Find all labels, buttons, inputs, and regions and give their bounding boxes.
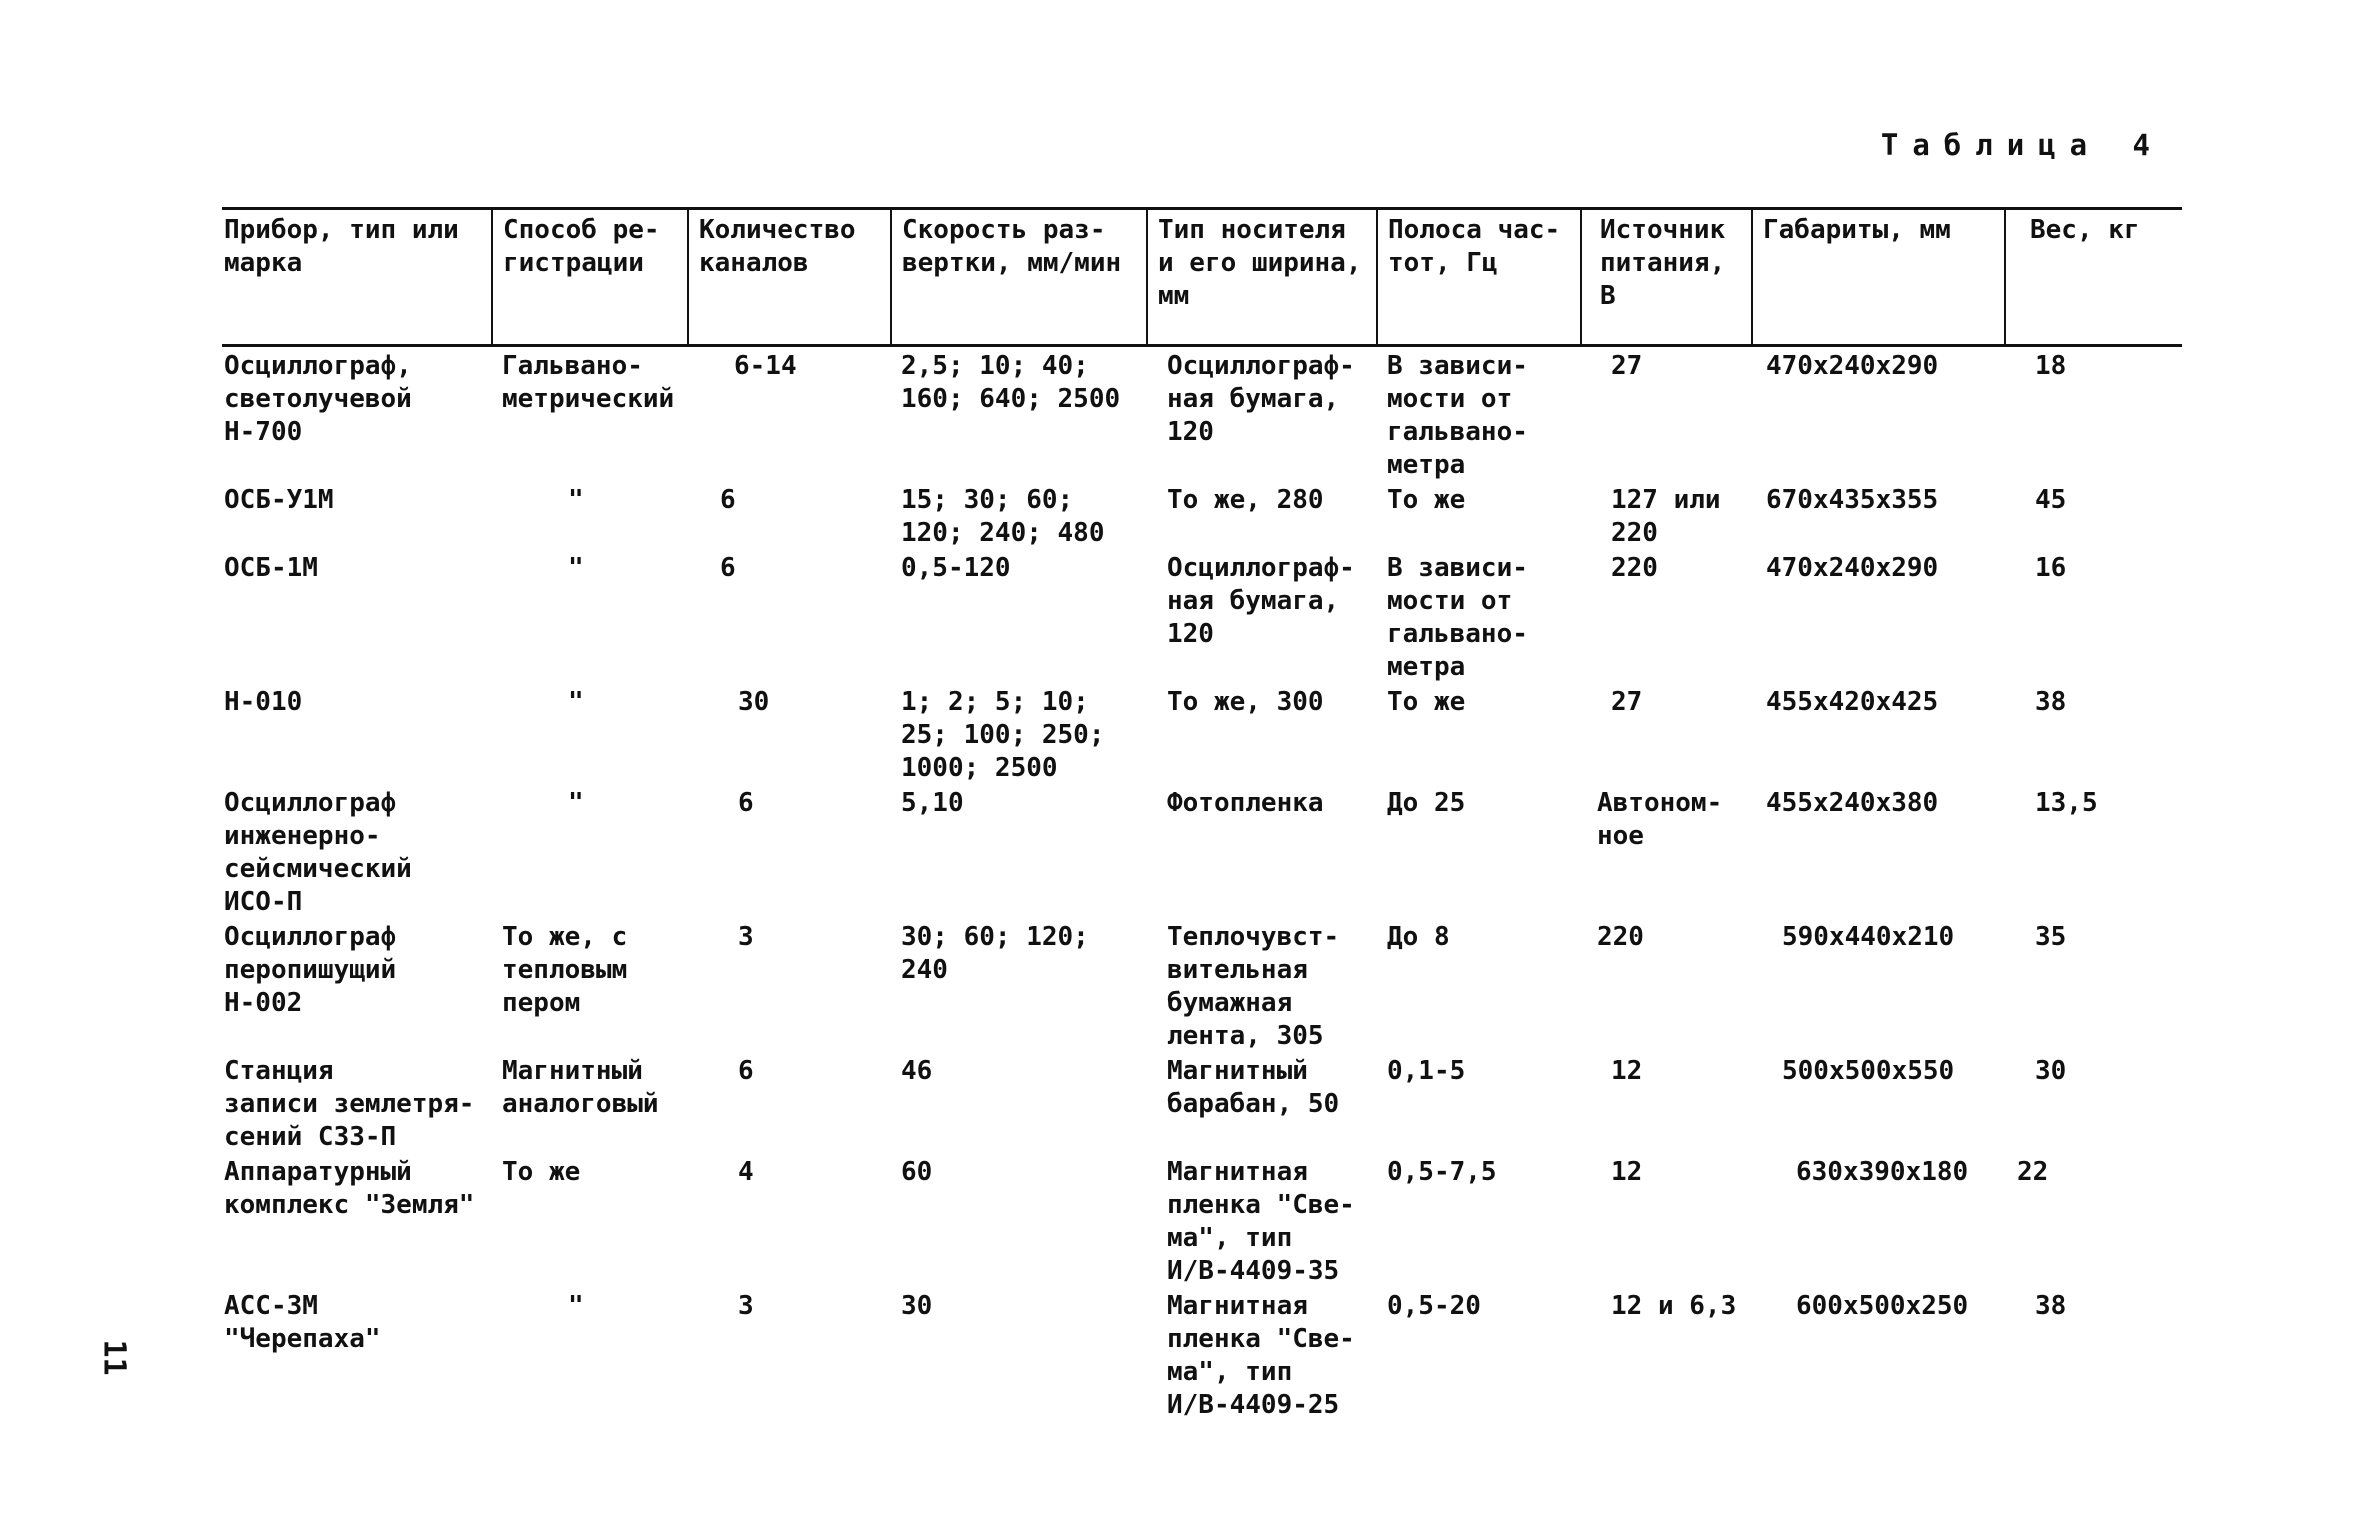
table-cell: 35 <box>2035 922 2067 952</box>
table-cell: 12 <box>1611 1157 1643 1187</box>
table-cell: 220 <box>1611 553 1658 583</box>
table-cell: До 25 <box>1387 788 1466 818</box>
table-cell: ОСБ-У1М <box>224 485 334 515</box>
table-cell: 60 <box>901 1157 933 1187</box>
table-row <box>222 346 2182 485</box>
table-header <box>222 209 2182 346</box>
table-cell: 630x390x180 <box>1796 1157 1969 1187</box>
table-cell: " <box>568 1291 584 1321</box>
table-cell: 0,5-120 <box>901 553 1011 583</box>
table-cell: 590x440x210 <box>1782 922 1955 952</box>
header-device: Прибор, тип или марка <box>222 209 492 346</box>
table-cell: Магнитная пленка "Све- ма", тип И/В-4409-25 <box>1167 1291 1355 1420</box>
table-cell: Осциллограф- ная бумага, 120 <box>1167 553 1355 649</box>
table-cell: То же <box>502 1157 581 1187</box>
table-cell: Осциллограф- ная бумага, 120 <box>1167 351 1355 447</box>
table-row <box>222 1290 2182 1424</box>
table-cell: 470x240x290 <box>1766 553 1939 583</box>
table-cell: Гальвано- метрический <box>502 351 675 414</box>
table-cell: 6 <box>720 553 736 583</box>
table-cell: 38 <box>2035 1291 2067 1321</box>
header-row <box>222 209 2182 346</box>
table-cell: Автоном- ное <box>1597 788 1723 851</box>
table-cell: Осциллограф перопишущий Н-002 <box>224 922 397 1018</box>
table-cell: 3 <box>738 1291 754 1321</box>
table-cell: Магнитная пленка "Све- ма", тип И/В-4409-35 <box>1167 1157 1355 1286</box>
table-cell: То же <box>1387 687 1466 717</box>
table-cell: 30 <box>901 1291 933 1321</box>
table-cell: 22 <box>2017 1157 2049 1187</box>
table-row <box>222 552 2182 686</box>
table-cell: 455x240x380 <box>1766 788 1939 818</box>
table-cell: 670x435x355 <box>1766 485 1939 515</box>
table-row <box>222 921 2182 1055</box>
table-cell: 600x500x250 <box>1796 1291 1969 1321</box>
equipment-table <box>222 207 2182 1424</box>
table-cell: " <box>568 485 584 515</box>
table-cell: Аппаратурный комплекс "Земля" <box>224 1157 475 1220</box>
table-cell: 45 <box>2035 485 2067 515</box>
table-cell: 1; 2; 5; 10; 25; 100; 250; 1000; 2500 <box>901 687 1105 783</box>
table-cell: ОСБ-1М <box>224 553 318 583</box>
table-cell: 5,10 <box>901 788 964 818</box>
table-cell: В зависи- мости от гальвано- метра <box>1387 351 1528 480</box>
header-weight: Вес, кг <box>2005 209 2182 346</box>
table-cell: Н-010 <box>224 687 303 717</box>
table-cell: 500x500x550 <box>1782 1056 1955 1086</box>
table-cell: 6-14 <box>734 351 797 381</box>
table-cell: 6 <box>738 1056 754 1086</box>
header-sweep-speed: Скорость раз- вертки, мм/мин <box>891 209 1147 346</box>
table-cell: 470x240x290 <box>1766 351 1939 381</box>
table-cell: 2,5; 10; 40; 160; 640; 2500 <box>901 351 1121 414</box>
table-caption: Таблица 4 <box>1880 128 2164 162</box>
table-cell: 18 <box>2035 351 2067 381</box>
header-medium-type: Тип носителя и его ширина, мм <box>1147 209 1377 346</box>
table-cell: Фотопленка <box>1167 788 1324 818</box>
table-row <box>222 787 2182 921</box>
table-cell: 13,5 <box>2035 788 2098 818</box>
table-row <box>222 484 2182 552</box>
table-cell: 0,5-7,5 <box>1387 1157 1497 1187</box>
table-cell: 0,1-5 <box>1387 1056 1466 1086</box>
table-cell: " <box>568 788 584 818</box>
table-cell: То же, 280 <box>1167 485 1324 515</box>
table-row <box>222 1156 2182 1290</box>
table-row <box>222 1055 2182 1156</box>
table-cell: Осциллограф, светолучевой Н-700 <box>224 351 412 447</box>
table-cell: 220 <box>1597 922 1644 952</box>
table-cell: То же, с тепловым пером <box>502 922 628 1018</box>
header-dimensions: Габариты, мм <box>1752 209 2005 346</box>
table-cell: Станция записи землетря- сений СЗЗ-П <box>224 1056 475 1152</box>
table-cell: " <box>568 553 584 583</box>
table-cell: То же <box>1387 485 1466 515</box>
table-cell: 4 <box>738 1157 754 1187</box>
header-power-source: Источник питания, В <box>1581 209 1752 346</box>
table-cell: Осциллограф инженерно- сейсмический ИСО-П <box>224 788 412 917</box>
header-channels: Количество каналов <box>688 209 891 346</box>
table-cell: 27 <box>1611 351 1643 381</box>
table-cell: 15; 30; 60; 120; 240; 480 <box>901 485 1105 548</box>
table-cell: 27 <box>1611 687 1643 717</box>
table-cell: То же, 300 <box>1167 687 1324 717</box>
table-cell: 0,5-20 <box>1387 1291 1481 1321</box>
header-frequency-band: Полоса час- тот, Гц <box>1377 209 1581 346</box>
header-recording-method: Способ ре- гистрации <box>492 209 688 346</box>
table-cell: 3 <box>738 922 754 952</box>
table-cell: 12 <box>1611 1056 1643 1086</box>
table-cell: Магнитный аналоговый <box>502 1056 659 1119</box>
table-cell: До 8 <box>1387 922 1450 952</box>
table-cell: 12 и 6,3 <box>1611 1291 1737 1321</box>
table-cell: 38 <box>2035 687 2067 717</box>
table-body <box>222 346 2182 1425</box>
table-cell: 30; 60; 120; 240 <box>901 922 1089 985</box>
table-row <box>222 686 2182 787</box>
table-cell: 30 <box>2035 1056 2067 1086</box>
table-cell: 30 <box>738 687 770 717</box>
table-cell: 455x420x425 <box>1766 687 1939 717</box>
table-cell: Магнитный барабан, 50 <box>1167 1056 1340 1119</box>
page-number: 11 <box>96 1339 132 1376</box>
table-cell: 16 <box>2035 553 2067 583</box>
table-cell: " <box>568 687 584 717</box>
table-cell: 6 <box>720 485 736 515</box>
table-cell: АСС-3М "Черепаха" <box>224 1291 381 1354</box>
table-cell: Теплочувст- вительная бумажная лента, 305 <box>1167 922 1340 1051</box>
table-cell: 46 <box>901 1056 933 1086</box>
table-cell: В зависи- мости от гальвано- метра <box>1387 553 1528 682</box>
table-cell: 6 <box>738 788 754 818</box>
table-cell: 127 или 220 <box>1611 485 1721 548</box>
